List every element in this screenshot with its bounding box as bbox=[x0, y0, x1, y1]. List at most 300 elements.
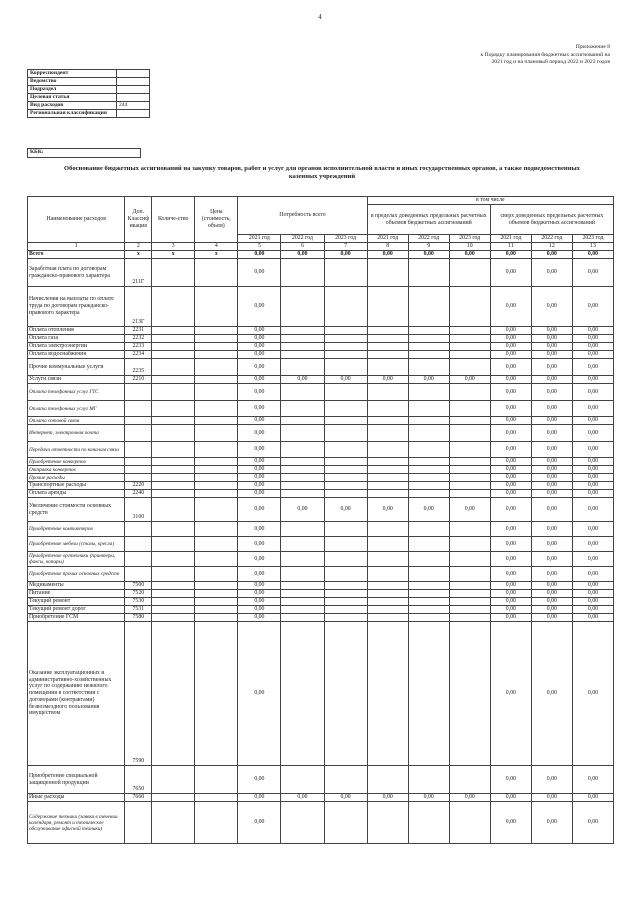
row-value bbox=[281, 614, 324, 622]
table-row bbox=[28, 401, 614, 417]
row-price bbox=[195, 442, 238, 458]
table-row bbox=[28, 498, 614, 522]
row-value: 0,00 bbox=[531, 474, 572, 482]
row-value: 0,00 bbox=[238, 622, 281, 766]
row-name: Оплата телефонных услуг МГ bbox=[28, 401, 125, 417]
row-qty bbox=[152, 590, 195, 598]
appendix-line-3: 2021 год и на плановый период 2022 и 2023 годов bbox=[491, 59, 610, 66]
column-number: 9 bbox=[408, 243, 449, 251]
row-value bbox=[367, 327, 408, 335]
row-qty bbox=[152, 802, 195, 844]
row-value bbox=[367, 490, 408, 498]
row-value bbox=[449, 622, 490, 766]
meta-label: Подраздел bbox=[28, 86, 117, 94]
row-value bbox=[367, 802, 408, 844]
header-year: 2021 год bbox=[490, 235, 531, 243]
row-value bbox=[408, 567, 449, 582]
row-value: 0,00 bbox=[490, 498, 531, 522]
row-value: 0,00 bbox=[490, 343, 531, 351]
row-price bbox=[195, 582, 238, 590]
page-number: 4 bbox=[318, 13, 322, 21]
row-value: 0,00 bbox=[238, 474, 281, 482]
row-price bbox=[195, 259, 238, 287]
table-row bbox=[28, 442, 614, 458]
row-value bbox=[408, 802, 449, 844]
row-value: 0,00 bbox=[449, 251, 490, 259]
row-name: Приобретение прочих основных средств bbox=[28, 567, 125, 582]
row-code: 3100 bbox=[125, 498, 152, 522]
row-code: 7531 bbox=[125, 606, 152, 614]
header-year: 2021 год bbox=[367, 235, 408, 243]
column-number: 13 bbox=[572, 243, 613, 251]
row-value: 0,00 bbox=[238, 614, 281, 622]
header-year: 2021 год bbox=[238, 235, 281, 243]
row-name: Приобретение конвертов bbox=[28, 458, 125, 466]
row-value bbox=[408, 614, 449, 622]
column-number: 4 bbox=[195, 243, 238, 251]
row-value bbox=[324, 590, 367, 598]
table-row bbox=[28, 614, 614, 622]
row-value: 0,00 bbox=[490, 458, 531, 466]
row-value: 0,00 bbox=[238, 537, 281, 552]
row-value bbox=[367, 466, 408, 474]
row-value: 0,00 bbox=[490, 802, 531, 844]
meta-value bbox=[117, 70, 150, 78]
row-qty bbox=[152, 335, 195, 343]
row-value: 0,00 bbox=[324, 794, 367, 802]
row-code: 2232 bbox=[125, 335, 152, 343]
header-within: в пределах доведенных предельных расчетных объемов бюджетных ассигнований bbox=[367, 205, 490, 235]
row-value bbox=[449, 335, 490, 343]
row-qty bbox=[152, 537, 195, 552]
row-price bbox=[195, 327, 238, 335]
row-value bbox=[324, 359, 367, 376]
column-number: 1 bbox=[28, 243, 125, 251]
row-value bbox=[408, 606, 449, 614]
row-qty bbox=[152, 490, 195, 498]
row-value bbox=[367, 401, 408, 417]
row-qty bbox=[152, 498, 195, 522]
row-value bbox=[408, 384, 449, 401]
row-value: 0,00 bbox=[490, 614, 531, 622]
row-value: 0,00 bbox=[281, 376, 324, 384]
row-value: 0,00 bbox=[238, 766, 281, 794]
header-year: 2023 год bbox=[572, 235, 613, 243]
row-value bbox=[449, 537, 490, 552]
row-value: 0,00 bbox=[238, 343, 281, 351]
row-value: 0,00 bbox=[531, 251, 572, 259]
row-price bbox=[195, 466, 238, 474]
row-value bbox=[449, 552, 490, 567]
row-value bbox=[281, 482, 324, 490]
row-value: 0,00 bbox=[238, 598, 281, 606]
row-value bbox=[367, 537, 408, 552]
row-code bbox=[125, 401, 152, 417]
row-value: 0,00 bbox=[531, 567, 572, 582]
row-value: 0,00 bbox=[490, 376, 531, 384]
row-value: 0,00 bbox=[531, 590, 572, 598]
row-value: 0,00 bbox=[572, 598, 613, 606]
row-value bbox=[408, 401, 449, 417]
row-value bbox=[324, 622, 367, 766]
row-value bbox=[281, 766, 324, 794]
row-code: 7650 bbox=[125, 766, 152, 794]
row-value bbox=[324, 522, 367, 537]
header-price: Цена (стоимость, объем) bbox=[195, 197, 238, 243]
row-value: 0,00 bbox=[238, 351, 281, 359]
row-qty bbox=[152, 567, 195, 582]
row-value: 0,00 bbox=[281, 498, 324, 522]
row-value: 0,00 bbox=[408, 251, 449, 259]
meta-label: Региональная классификация bbox=[28, 110, 117, 118]
row-value: 0,00 bbox=[531, 466, 572, 474]
row-value: 0,00 bbox=[531, 287, 572, 327]
row-name: Текущий ремонт дорог bbox=[28, 606, 125, 614]
row-code bbox=[125, 417, 152, 425]
row-qty bbox=[152, 343, 195, 351]
row-value: 0,00 bbox=[238, 482, 281, 490]
row-name: Отправка конвертов bbox=[28, 466, 125, 474]
row-qty bbox=[152, 417, 195, 425]
row-value: 0,00 bbox=[531, 490, 572, 498]
row-value bbox=[449, 582, 490, 590]
row-name: Медикаменты bbox=[28, 582, 125, 590]
row-value bbox=[324, 482, 367, 490]
row-value: 0,00 bbox=[324, 498, 367, 522]
row-value bbox=[367, 567, 408, 582]
row-value bbox=[449, 590, 490, 598]
row-qty bbox=[152, 482, 195, 490]
row-code: 213Г bbox=[125, 287, 152, 327]
row-value: 0,00 bbox=[238, 794, 281, 802]
row-value bbox=[408, 327, 449, 335]
row-code: 7580 bbox=[125, 614, 152, 622]
row-name: Приобретение специальной защищенной продукции bbox=[28, 766, 125, 794]
row-value: 0,00 bbox=[490, 582, 531, 590]
row-value: 0,00 bbox=[367, 251, 408, 259]
row-value bbox=[324, 417, 367, 425]
row-value: 0,00 bbox=[531, 498, 572, 522]
row-value: 0,00 bbox=[572, 343, 613, 351]
row-value bbox=[449, 359, 490, 376]
row-value: 0,00 bbox=[490, 417, 531, 425]
meta-value bbox=[117, 86, 150, 94]
row-value: 0,00 bbox=[490, 442, 531, 458]
column-number: 7 bbox=[324, 243, 367, 251]
header-year: 2022 год bbox=[531, 235, 572, 243]
row-value bbox=[324, 537, 367, 552]
table-row bbox=[28, 598, 614, 606]
meta-value bbox=[117, 110, 150, 118]
row-value bbox=[449, 401, 490, 417]
row-value: 0,00 bbox=[572, 490, 613, 498]
column-number: 2 bbox=[125, 243, 152, 251]
table-row bbox=[28, 567, 614, 582]
table-row bbox=[28, 794, 614, 802]
row-value: 0,00 bbox=[531, 442, 572, 458]
row-value bbox=[408, 335, 449, 343]
row-value bbox=[408, 458, 449, 466]
row-code: 7500 bbox=[125, 582, 152, 590]
row-value bbox=[449, 614, 490, 622]
header-qty: Количе-ство bbox=[152, 197, 195, 243]
row-value: 0,00 bbox=[531, 351, 572, 359]
row-qty bbox=[152, 327, 195, 335]
table-row bbox=[28, 376, 614, 384]
row-value bbox=[281, 466, 324, 474]
row-value bbox=[281, 537, 324, 552]
row-value: 0,00 bbox=[490, 287, 531, 327]
row-value: 0,00 bbox=[367, 498, 408, 522]
row-value bbox=[449, 259, 490, 287]
row-price bbox=[195, 417, 238, 425]
row-value bbox=[324, 327, 367, 335]
row-value: 0,00 bbox=[238, 287, 281, 327]
column-number: 6 bbox=[281, 243, 324, 251]
row-value: 0,00 bbox=[531, 401, 572, 417]
row-code: х bbox=[125, 251, 152, 259]
row-value bbox=[408, 474, 449, 482]
row-value bbox=[281, 458, 324, 466]
row-code: 2235 bbox=[125, 359, 152, 376]
row-value bbox=[324, 582, 367, 590]
row-price bbox=[195, 537, 238, 552]
row-value: 0,00 bbox=[572, 482, 613, 490]
row-value: 0,00 bbox=[531, 384, 572, 401]
row-name: Приобретение мебели (столы, кресла) bbox=[28, 537, 125, 552]
meta-row bbox=[28, 110, 150, 118]
row-qty: х bbox=[152, 251, 195, 259]
row-value: 0,00 bbox=[572, 384, 613, 401]
row-value: 0,00 bbox=[572, 425, 613, 442]
row-qty bbox=[152, 376, 195, 384]
table-row bbox=[28, 522, 614, 537]
row-value bbox=[449, 567, 490, 582]
row-value: 0,00 bbox=[490, 474, 531, 482]
row-value: 0,00 bbox=[490, 598, 531, 606]
row-value bbox=[449, 458, 490, 466]
row-price bbox=[195, 474, 238, 482]
row-price bbox=[195, 552, 238, 567]
row-value bbox=[324, 567, 367, 582]
row-value: 0,00 bbox=[572, 458, 613, 466]
document-title: Обоснование бюджетных ассигнований на закупку товаров, работ и услуг для органов исполнительной власти и иных государственных органов, а также подведомственных казенных учреждений bbox=[64, 165, 580, 181]
row-name: Передача отчетности по каналам связи bbox=[28, 442, 125, 458]
row-value bbox=[367, 590, 408, 598]
table-row bbox=[28, 552, 614, 567]
row-code: 2233 bbox=[125, 343, 152, 351]
row-qty bbox=[152, 474, 195, 482]
row-value bbox=[449, 327, 490, 335]
row-value bbox=[367, 351, 408, 359]
table-row bbox=[28, 384, 614, 401]
row-value bbox=[281, 552, 324, 567]
row-value bbox=[324, 466, 367, 474]
row-price bbox=[195, 351, 238, 359]
column-number: 12 bbox=[531, 243, 572, 251]
row-price bbox=[195, 490, 238, 498]
budget-table bbox=[27, 196, 614, 844]
table-row bbox=[28, 490, 614, 498]
row-value bbox=[281, 598, 324, 606]
table-row bbox=[28, 590, 614, 598]
row-value: 0,00 bbox=[531, 598, 572, 606]
row-value: 0,00 bbox=[572, 567, 613, 582]
row-price bbox=[195, 522, 238, 537]
row-qty bbox=[152, 359, 195, 376]
row-value bbox=[367, 384, 408, 401]
row-value: 0,00 bbox=[238, 384, 281, 401]
row-value: 0,00 bbox=[572, 614, 613, 622]
row-value bbox=[324, 552, 367, 567]
row-value bbox=[367, 766, 408, 794]
row-value bbox=[324, 343, 367, 351]
row-value: 0,00 bbox=[490, 327, 531, 335]
row-value bbox=[281, 590, 324, 598]
row-value: 0,00 bbox=[238, 606, 281, 614]
row-price bbox=[195, 482, 238, 490]
row-price bbox=[195, 458, 238, 466]
row-price bbox=[195, 359, 238, 376]
table-row bbox=[28, 606, 614, 614]
row-price bbox=[195, 376, 238, 384]
column-number: 10 bbox=[449, 243, 490, 251]
row-price: х bbox=[195, 251, 238, 259]
row-value: 0,00 bbox=[531, 327, 572, 335]
row-value bbox=[367, 442, 408, 458]
row-price bbox=[195, 606, 238, 614]
row-value: 0,00 bbox=[572, 401, 613, 417]
row-value bbox=[449, 766, 490, 794]
row-value: 0,00 bbox=[238, 425, 281, 442]
row-name: Увеличение стоимости основных средств bbox=[28, 498, 125, 522]
header-need: Потребность всего bbox=[238, 197, 367, 235]
row-price bbox=[195, 335, 238, 343]
row-value bbox=[449, 343, 490, 351]
row-value bbox=[324, 425, 367, 442]
row-value bbox=[281, 335, 324, 343]
row-value bbox=[281, 474, 324, 482]
row-value: 0,00 bbox=[490, 567, 531, 582]
row-value bbox=[449, 466, 490, 474]
row-value bbox=[449, 442, 490, 458]
row-value: 0,00 bbox=[408, 376, 449, 384]
row-value bbox=[367, 417, 408, 425]
row-value: 0,00 bbox=[572, 622, 613, 766]
row-value: 0,00 bbox=[531, 582, 572, 590]
table-row bbox=[28, 417, 614, 425]
row-value: 0,00 bbox=[490, 384, 531, 401]
row-value: 0,00 bbox=[572, 351, 613, 359]
row-value bbox=[367, 552, 408, 567]
row-name: Оплата водоснабжения bbox=[28, 351, 125, 359]
row-value bbox=[449, 287, 490, 327]
row-value bbox=[281, 622, 324, 766]
row-value bbox=[324, 351, 367, 359]
appendix-line-2: к Порядку планирования бюджетных ассигнований на bbox=[480, 51, 610, 58]
row-code: 7520 bbox=[125, 590, 152, 598]
row-value bbox=[367, 425, 408, 442]
row-code: 7590 bbox=[125, 622, 152, 766]
row-value: 0,00 bbox=[238, 259, 281, 287]
meta-row bbox=[28, 70, 150, 78]
row-price bbox=[195, 590, 238, 598]
row-value bbox=[408, 343, 449, 351]
row-value bbox=[281, 351, 324, 359]
row-value bbox=[408, 466, 449, 474]
row-value bbox=[367, 614, 408, 622]
row-value: 0,00 bbox=[572, 766, 613, 794]
row-value: 0,00 bbox=[367, 376, 408, 384]
row-code: 7660 bbox=[125, 794, 152, 802]
row-value: 0,00 bbox=[531, 482, 572, 490]
row-value: 0,00 bbox=[531, 622, 572, 766]
meta-row bbox=[28, 78, 150, 86]
row-value: 0,00 bbox=[238, 251, 281, 259]
row-value bbox=[281, 490, 324, 498]
row-value: 0,00 bbox=[490, 537, 531, 552]
row-code bbox=[125, 466, 152, 474]
row-qty bbox=[152, 442, 195, 458]
header-class: Доп. Классиф икация bbox=[125, 197, 152, 243]
row-value: 0,00 bbox=[238, 590, 281, 598]
row-value bbox=[367, 622, 408, 766]
column-number: 11 bbox=[490, 243, 531, 251]
table-row bbox=[28, 458, 614, 466]
row-value: 0,00 bbox=[572, 537, 613, 552]
row-value: 0,00 bbox=[367, 794, 408, 802]
row-code: 211Г bbox=[125, 259, 152, 287]
row-qty bbox=[152, 351, 195, 359]
row-value bbox=[324, 442, 367, 458]
row-value bbox=[367, 458, 408, 466]
row-value: 0,00 bbox=[572, 498, 613, 522]
table-row bbox=[28, 622, 614, 766]
row-value bbox=[408, 287, 449, 327]
row-value: 0,00 bbox=[490, 359, 531, 376]
row-value: 0,00 bbox=[531, 614, 572, 622]
row-value bbox=[408, 537, 449, 552]
row-value: 0,00 bbox=[490, 794, 531, 802]
row-value: 0,00 bbox=[449, 376, 490, 384]
row-value bbox=[324, 259, 367, 287]
table-row bbox=[28, 327, 614, 335]
row-value bbox=[408, 622, 449, 766]
row-value: 0,00 bbox=[449, 794, 490, 802]
row-value: 0,00 bbox=[281, 251, 324, 259]
row-qty bbox=[152, 287, 195, 327]
row-code: 2234 bbox=[125, 351, 152, 359]
row-value: 0,00 bbox=[572, 552, 613, 567]
row-value: 0,00 bbox=[531, 458, 572, 466]
row-value bbox=[324, 458, 367, 466]
row-value bbox=[408, 490, 449, 498]
row-value bbox=[449, 522, 490, 537]
row-value: 0,00 bbox=[408, 794, 449, 802]
row-value: 0,00 bbox=[490, 351, 531, 359]
row-value bbox=[281, 582, 324, 590]
row-value bbox=[281, 606, 324, 614]
row-value bbox=[367, 522, 408, 537]
row-value bbox=[408, 590, 449, 598]
row-value: 0,00 bbox=[490, 401, 531, 417]
row-value: 0,00 bbox=[572, 582, 613, 590]
row-price bbox=[195, 766, 238, 794]
table-row bbox=[28, 802, 614, 844]
row-value bbox=[408, 442, 449, 458]
row-value: 0,00 bbox=[238, 490, 281, 498]
header-year: 2022 год bbox=[408, 235, 449, 243]
